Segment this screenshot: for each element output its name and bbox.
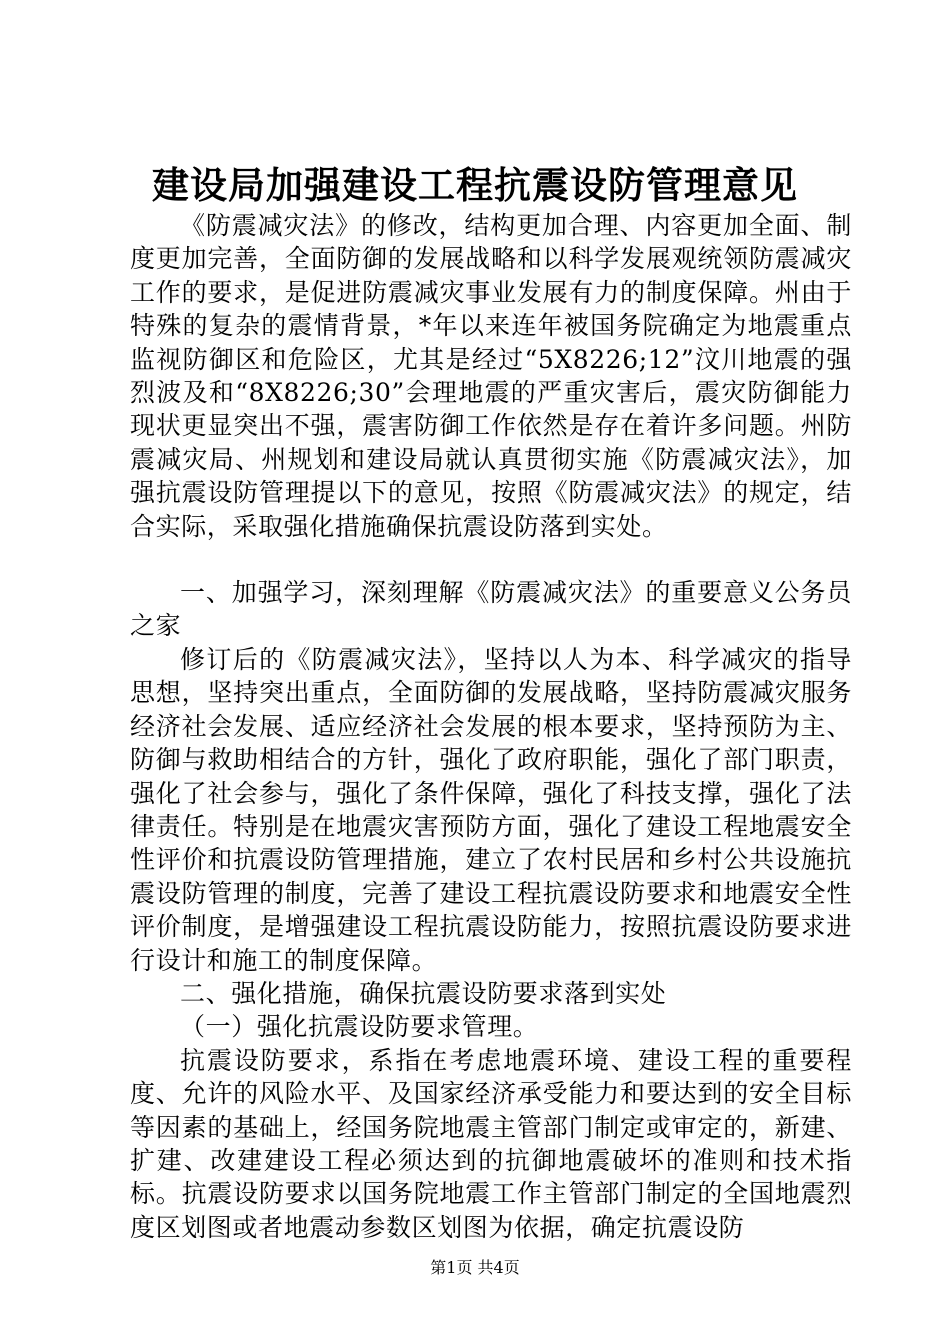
paragraph-section-1: 修订后的《防震减灾法》，坚持以人为本、科学减灾的指导思想，坚持突出重点，全面防御的发展战略，坚持防震减灾服务经济社会发展、适应经济社会发展的根本要求，坚持预防为主、防御与救助相结合的方针，强化了政府职能，强化了部门职责，强化了社会参与，强化了条件保障，强化了科技支撑，强化了法律责任。特别是在地震灾害预防方面，强化了建设工程地震安全性评价和抗震设防管理措施，建立了农村民居和乡村公共设施抗震设防管理的制度，完善了建设工程抗震设防要求和地震安全性评价制度，是增强建设工程抗震设防能力，按照抗震设防要求进行设计和施工的制度保障。 — [130, 644, 852, 975]
section-heading-2: 二、强化措施，确保抗震设防要求落到实处 — [180, 978, 667, 1008]
section-heading-1: 一、加强学习，深刻理解《防震减灾法》的重要意义公务员之家 — [130, 578, 852, 641]
document-title: 建设局加强建设工程抗震设防管理意见 — [152, 163, 798, 207]
paragraph-intro: 《防震减灾法》的修改，结构更加合理、内容更加全面、制度更加完善，全面防御的发展战略和以科学发展观统领防震减灾工作的要求，是促进防震减灾事业发展有力的制度保障。州由于特殊的复杂的震情背景，*年以来连年被国务院确定为地震重点监视防御区和危险区，尤其是经过“5X8226;12”汶川地震的强烈波及和“8X8226;30”会理地震的严重灾害后，震灾防御能力现状更显突出不强，震害防御工作依然是存在着许多问题。州防震减灾局、州规划和建设局就认真贯彻实施《防震减灾法》，加强抗震设防管理提以下的意见，按照《防震减灾法》的规定，结合实际，采取强化措施确保抗震设防落到实处。 — [130, 211, 852, 541]
document-body — [130, 209, 852, 1244]
subsection-heading-1: （一）强化抗震设防要求管理。 — [180, 1012, 539, 1042]
paragraph-subsection-1: 抗震设防要求，系指在考虑地震环境、建设工程的重要程度、允许的风险水平、及国家经济承受能力和要达到的安全目标等因素的基础上，经国务院地震主管部门制定或审定的，新建、扩建、改建建设工程必须达到的抗御地震破坏的准则和技术指标。抗震设防要求以国务院地震工作主管部门制定的全国地震烈度区划图或者地震动参数区划图为依据，确定抗震设防 — [130, 1045, 852, 1242]
page-number-footer: 第1页 共4页 — [430, 1258, 520, 1277]
